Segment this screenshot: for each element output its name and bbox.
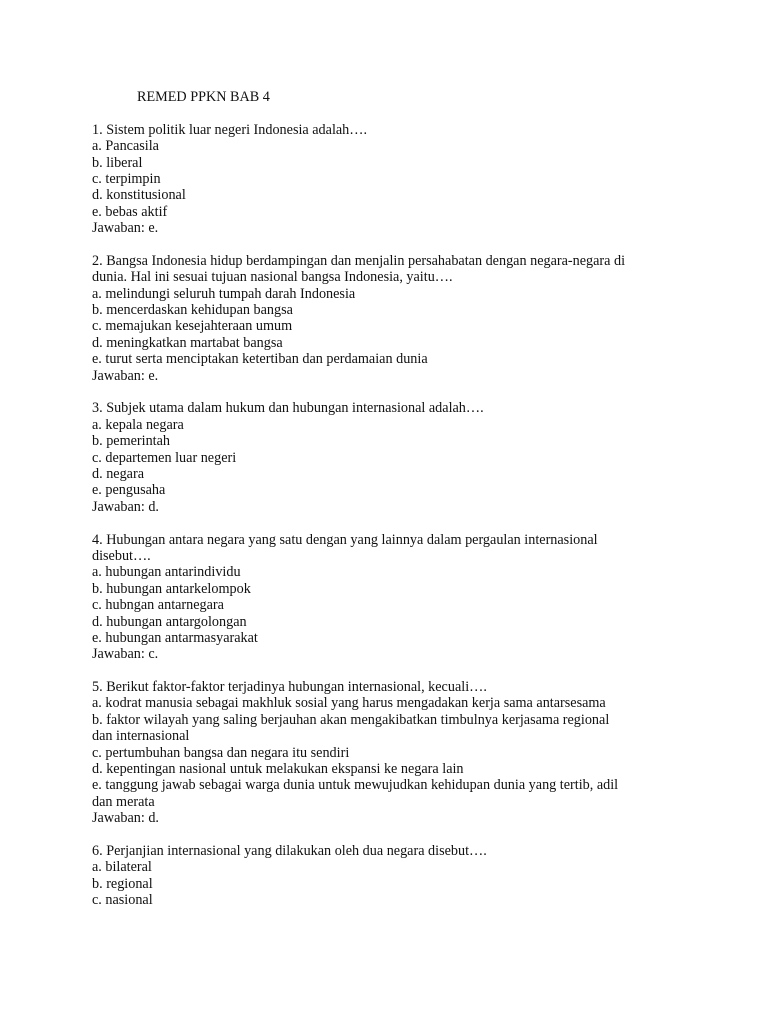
answer-option: d. negara — [92, 465, 144, 482]
answer-option: b. regional — [92, 875, 153, 892]
blank-line — [92, 827, 625, 843]
answer-option: e. bebas aktif — [92, 203, 168, 220]
answer-option: a. kodrat manusia sebagai makhluk sosial yang harus mengadakan kerja sama antarsesama — [92, 695, 606, 712]
answer-option: b. pemerintah — [92, 433, 171, 450]
question-block — [92, 532, 625, 663]
question-text: 5. Berikut faktor-faktor terjadinya hubungan internasional, kecuali…. — [92, 679, 487, 696]
answer-option: dan merata — [92, 793, 155, 810]
answer-option: d. konstitusional — [92, 187, 186, 204]
question-text: 1. Sistem politik luar negeri Indonesia adalah…. — [92, 121, 368, 138]
answer-option: c. departemen luar negeri — [92, 449, 237, 466]
document-title: REMED PPKN BAB 4 — [137, 89, 270, 105]
answer-option: d. hubungan antargolongan — [92, 613, 247, 630]
answer-option: b. mencerdaskan kehidupan bangsa — [92, 302, 293, 319]
answer-option: dan internasional — [92, 728, 190, 745]
answer-option: d. meningkatkan martabat bangsa — [92, 334, 283, 351]
answer-option: a. kepala negara — [92, 416, 184, 433]
answer-option: a. hubungan antarindividu — [92, 564, 241, 581]
answer-option: a. bilateral — [92, 859, 152, 876]
question-block — [92, 843, 625, 909]
question-text: 4. Hubungan antara negara yang satu dengan yang lainnya dalam pergaulan internasional — [92, 531, 598, 548]
answer-key: Jawaban: e. — [92, 220, 159, 237]
answer-option: e. turut serta menciptakan ketertiban dan perdamaian dunia — [92, 351, 428, 368]
answer-option: e. pengusaha — [92, 482, 166, 499]
blank-line — [92, 663, 625, 679]
blank-line — [92, 237, 625, 253]
answer-option: a. melindungi seluruh tumpah darah Indonesia — [92, 285, 356, 302]
answer-option: c. hubngan antarnegara — [92, 597, 224, 614]
answer-key: Jawaban: e. — [92, 367, 159, 384]
question-block — [92, 679, 625, 827]
blank-line — [92, 384, 625, 400]
blank-line — [92, 515, 625, 531]
answer-key: Jawaban: c. — [92, 646, 159, 663]
answer-key: Jawaban: d. — [92, 498, 159, 515]
answer-option: c. terpimpin — [92, 170, 161, 187]
question-text: disebut…. — [92, 547, 151, 564]
question-text: dunia. Hal ini sesuai tujuan nasional bangsa Indonesia, yaitu…. — [92, 269, 453, 286]
answer-key: Jawaban: d. — [92, 810, 159, 827]
question-list — [92, 105, 625, 908]
answer-option: c. nasional — [92, 892, 153, 909]
question-text: 3. Subjek utama dalam hukum dan hubungan internasional adalah…. — [92, 400, 484, 417]
answer-option: e. hubungan antarmasyarakat — [92, 629, 258, 646]
answer-option: c. memajukan kesejahteraan umum — [92, 318, 293, 335]
blank-line — [92, 105, 625, 121]
answer-option: b. hubungan antarkelompok — [92, 580, 251, 597]
answer-option: b. faktor wilayah yang saling berjauhan akan mengakibatkan timbulnya kerjasama regional — [92, 711, 610, 728]
answer-option: c. pertumbuhan bangsa dan negara itu sendiri — [92, 744, 350, 761]
answer-option: a. Pancasila — [92, 138, 159, 155]
question-text: 6. Perjanjian internasional yang dilakukan oleh dua negara disebut…. — [92, 842, 487, 859]
answer-option: e. tanggung jawab sebagai warga dunia untuk mewujudkan kehidupan dunia yang tertib, adil — [92, 777, 619, 794]
question-block — [92, 253, 625, 384]
answer-option: d. kepentingan nasional untuk melakukan ekspansi ke negara lain — [92, 761, 464, 778]
question-block — [92, 122, 625, 237]
answer-option: b. liberal — [92, 154, 143, 171]
question-block — [92, 400, 625, 515]
question-text: 2. Bangsa Indonesia hidup berdampingan dan menjalin persahabatan dengan negara-negara di — [92, 252, 626, 269]
document-page — [92, 89, 625, 909]
